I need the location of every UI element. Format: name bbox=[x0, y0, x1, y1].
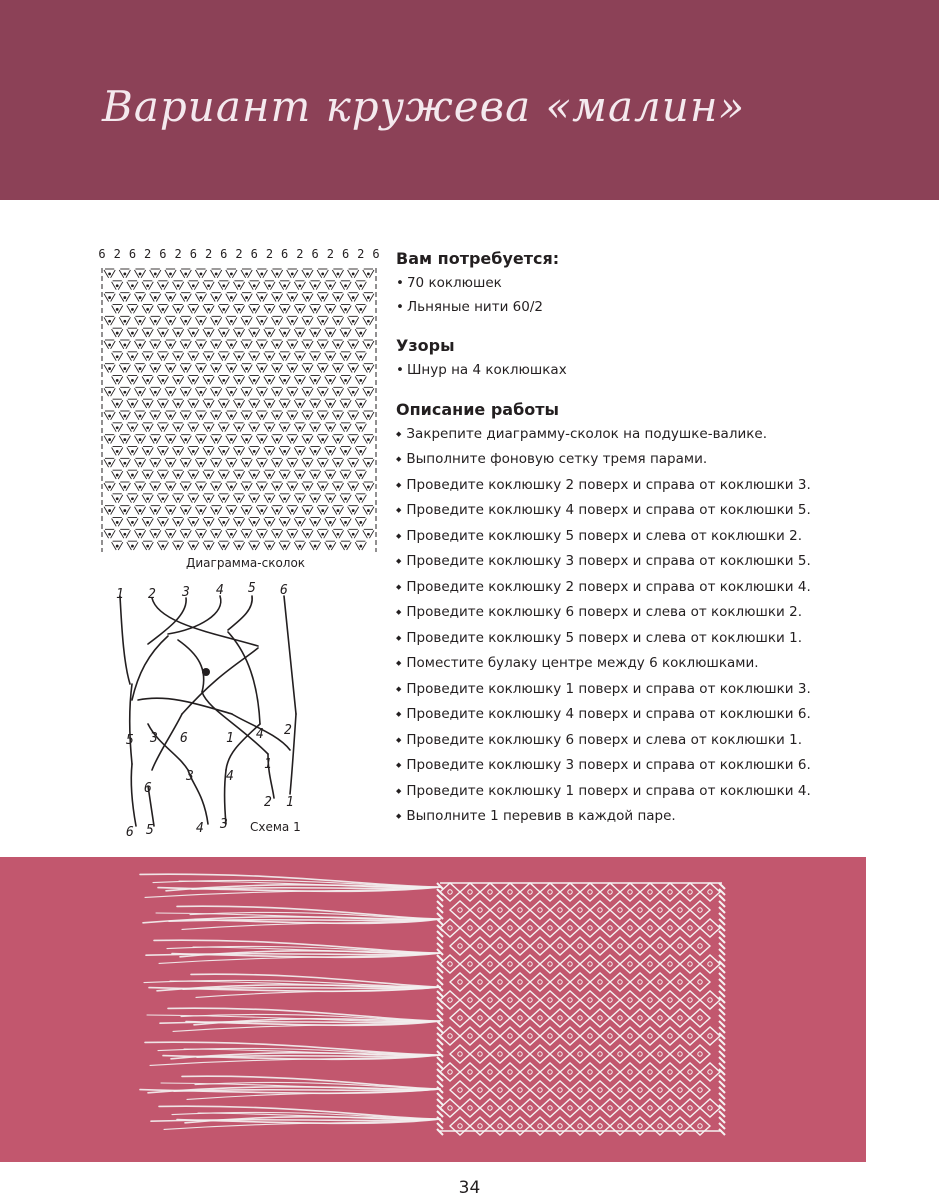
work-title: Описание работы bbox=[396, 399, 559, 419]
scheme-caption: Схема 1 bbox=[250, 820, 301, 834]
pricking-top-number: 2 bbox=[265, 247, 274, 261]
pricking-top-number: 2 bbox=[113, 247, 121, 261]
list-item: • 70 коклюшек bbox=[396, 272, 916, 296]
pricking-top-number: 6 bbox=[341, 247, 350, 261]
work-step: ◆ Поместите булаку центре между 6 коклюшками. bbox=[396, 652, 916, 678]
pin-dot bbox=[202, 668, 210, 676]
work-step: ◆ Выполните 1 перевив в каждой паре. bbox=[396, 805, 916, 831]
pricking-top-numbers bbox=[98, 247, 379, 261]
page-number: 34 bbox=[458, 1178, 481, 1198]
work-step: ◆ Проведите коклюшку 1 поверх и справа от коклюшки 4. bbox=[396, 780, 916, 806]
pricking-top-number: 2 bbox=[326, 247, 334, 261]
work-step: ◆ Проведите коклюшку 5 поверх и слева от коклюшки 2. bbox=[396, 525, 916, 551]
pricking-top-number: 6 bbox=[311, 247, 319, 261]
lace-net bbox=[437, 883, 725, 1135]
requirements-list bbox=[396, 272, 916, 319]
patterns-list bbox=[396, 359, 916, 383]
pricking-top-number: 6 bbox=[281, 247, 289, 261]
scheme-label-low-6: 6 bbox=[144, 781, 152, 796]
patterns-title: Узоры bbox=[396, 336, 455, 355]
work-step: ◆ Проведите коклюшку 1 поверх и справа от коклюшки 3. bbox=[396, 678, 916, 704]
pricking-top-number: 6 bbox=[128, 247, 137, 261]
scheme-label-top-6: 6 bbox=[280, 583, 288, 598]
work-step: ◆ Проведите коклюшку 3 поверх и справа от коклюшки 5. bbox=[396, 550, 916, 576]
scheme-label-top-2: 2 bbox=[148, 587, 156, 602]
pricking-top-number: 6 bbox=[189, 247, 197, 261]
work-step: ◆ Проведите коклюшку 4 поверх и справа от коклюшки 5. bbox=[396, 499, 916, 525]
work-steps-list bbox=[396, 423, 916, 831]
pricking-top-number: 6 bbox=[372, 247, 380, 261]
pricking-top-number: 2 bbox=[144, 247, 152, 261]
scheme-label-mid-1: 1 bbox=[226, 731, 234, 746]
work-step: ◆ Проведите коклюшку 4 поверх и справа от коклюшки 6. bbox=[396, 703, 916, 729]
pricking-top-number: 6 bbox=[159, 247, 167, 261]
work-step: ◆ Проведите коклюшку 6 поверх и слева от коклюшки 1. bbox=[396, 729, 916, 755]
pricking-top-number: 6 bbox=[98, 247, 106, 261]
scheme-label-mid-6: 6 bbox=[180, 731, 188, 746]
scheme-label-bot-5: 5 bbox=[146, 823, 154, 838]
scheme-label-mid-3: 3 bbox=[150, 731, 158, 746]
work-section bbox=[396, 399, 916, 831]
scheme-label-mid-2: 2 bbox=[284, 723, 292, 738]
patterns-section bbox=[396, 335, 916, 383]
pricking-top-number: 2 bbox=[174, 247, 182, 261]
work-step: ◆ Закрепите диаграмму-сколок на подушке-валике. bbox=[396, 423, 916, 449]
work-step: ◆ Проведите коклюшку 2 поверх и справа от коклюшки 3. bbox=[396, 474, 916, 500]
work-step: ◆ Проведите коклюшку 5 поверх и слева от коклюшки 1. bbox=[396, 627, 916, 653]
pricking-top-number: 6 bbox=[250, 247, 258, 261]
scheme-label-low-3: 3 bbox=[186, 769, 194, 784]
pricking-top-number: 2 bbox=[204, 247, 213, 261]
pricking-top-number: 2 bbox=[296, 247, 304, 261]
scheme-label-top-5: 5 bbox=[248, 581, 256, 596]
lace-photo-band bbox=[0, 857, 866, 1162]
scheme-label-bot-3: 3 bbox=[220, 817, 228, 832]
pricking-diagram bbox=[98, 244, 380, 556]
lace-sample-image bbox=[0, 857, 866, 1162]
scheme-label-top-3: 3 bbox=[182, 585, 190, 600]
scheme-label-bot-1: 1 bbox=[286, 795, 294, 810]
scheme-label-mid-4: 4 bbox=[256, 727, 264, 742]
scheme-label-low-4: 4 bbox=[226, 769, 234, 784]
list-item: • Шнур на 4 коклюшках bbox=[396, 359, 916, 383]
pricking-grid bbox=[102, 268, 376, 552]
scheme-label-low-1: 1 bbox=[264, 757, 272, 772]
instructions-panel bbox=[396, 248, 916, 847]
pricking-caption: Диаграмма-сколок bbox=[186, 556, 306, 570]
scheme-label-top-1: 1 bbox=[116, 587, 124, 602]
pricking-top-number: 2 bbox=[235, 247, 243, 261]
scheme-label-mid-5: 5 bbox=[126, 733, 134, 748]
requirements-title: Вам потребуется: bbox=[396, 249, 560, 268]
work-step: ◆ Проведите коклюшку 3 поверх и справа от коклюшки 6. bbox=[396, 754, 916, 780]
lace-fringe bbox=[140, 874, 440, 1129]
scheme-label-top-4: 4 bbox=[216, 583, 224, 598]
page-title: Вариант кружева «малин» bbox=[102, 82, 746, 131]
scheme-diagram bbox=[108, 574, 308, 842]
list-item: • Льняные нити 60/2 bbox=[396, 296, 916, 320]
requirements-section bbox=[396, 248, 916, 319]
work-step: ◆ Проведите коклюшку 6 поверх и слева от коклюшки 2. bbox=[396, 601, 916, 627]
scheme-label-bot-2: 2 bbox=[264, 795, 272, 810]
scheme-label-bot-6: 6 bbox=[126, 825, 134, 840]
pricking-top-number: 6 bbox=[220, 247, 228, 261]
pricking-top-number: 2 bbox=[357, 247, 365, 261]
work-step: ◆ Выполните фоновую сетку тремя парами. bbox=[396, 448, 916, 474]
work-step: ◆ Проведите коклюшку 2 поверх и справа от коклюшки 4. bbox=[396, 576, 916, 602]
scheme-label-bot-4: 4 bbox=[196, 821, 204, 836]
page-header bbox=[0, 0, 939, 200]
